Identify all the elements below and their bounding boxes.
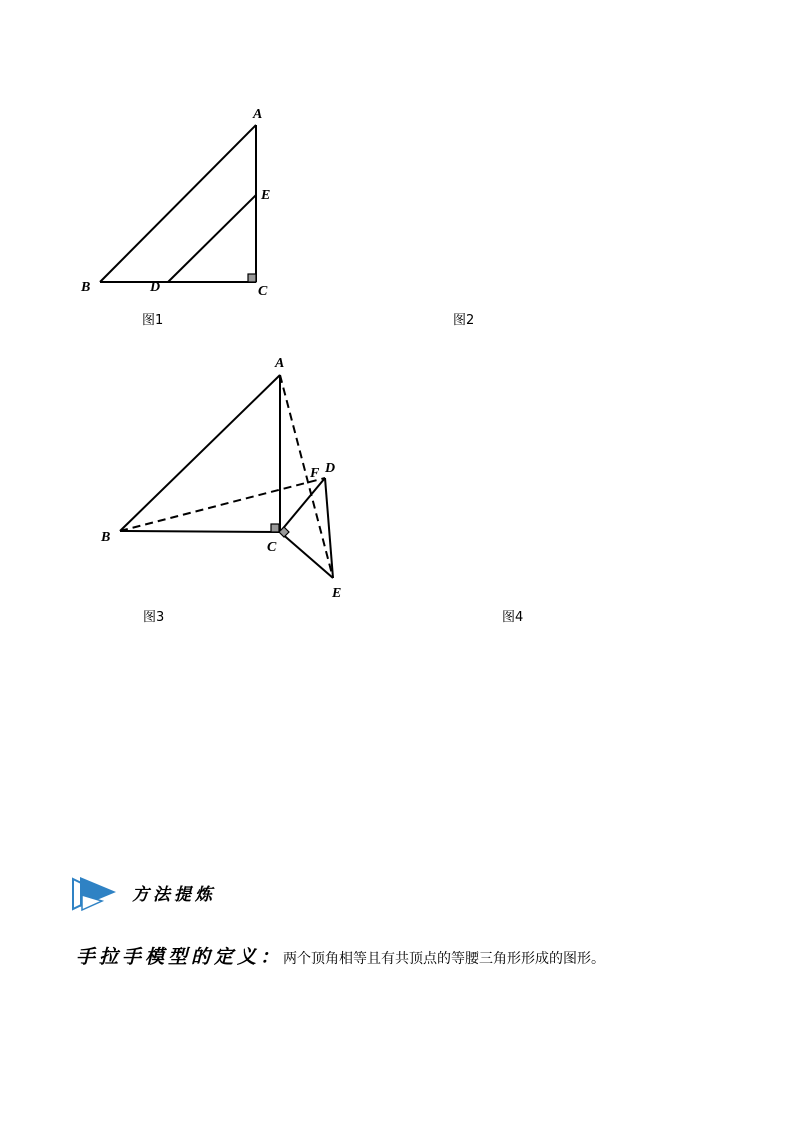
segment-DE [325,478,333,578]
segment-BC [120,531,280,532]
play-arrow-icon [70,875,120,915]
label-B: B [81,280,91,295]
segment-CE [280,532,333,578]
label-E: E [332,586,342,601]
label-E: E [261,188,271,203]
label-A: A [275,356,285,371]
definition-text: 两个顶角相等且有共顶点的等腰三角形形成的图形。 [283,951,606,967]
dashed-BD [120,478,325,531]
label-F: F [310,466,320,481]
segment-AB [100,125,256,282]
figure-4-caption: 图4 [502,610,524,625]
definition-line [76,942,605,969]
segment-DE [168,195,256,282]
label-C: C [267,540,277,555]
segment-CD [280,478,325,532]
figure-3-caption: 图3 [143,610,165,625]
dashed-AE [280,375,336,578]
label-A: A [253,107,263,122]
figure-1-caption: 图1 [142,313,164,328]
figure-3-diagram [90,345,370,605]
figure-2-caption: 图2 [453,313,475,328]
method-section-title: 方法提炼 [132,885,216,905]
label-C: C [258,284,268,299]
definition-label: 手拉手模型的定义： [76,946,284,968]
segment-AB [120,375,280,531]
label-D: D [325,461,336,476]
right-angle-marker [248,274,256,282]
label-B: B [101,530,111,545]
label-D: D [150,280,161,295]
right-angle-marker-acb [271,524,279,532]
figure-1-diagram [70,95,290,305]
